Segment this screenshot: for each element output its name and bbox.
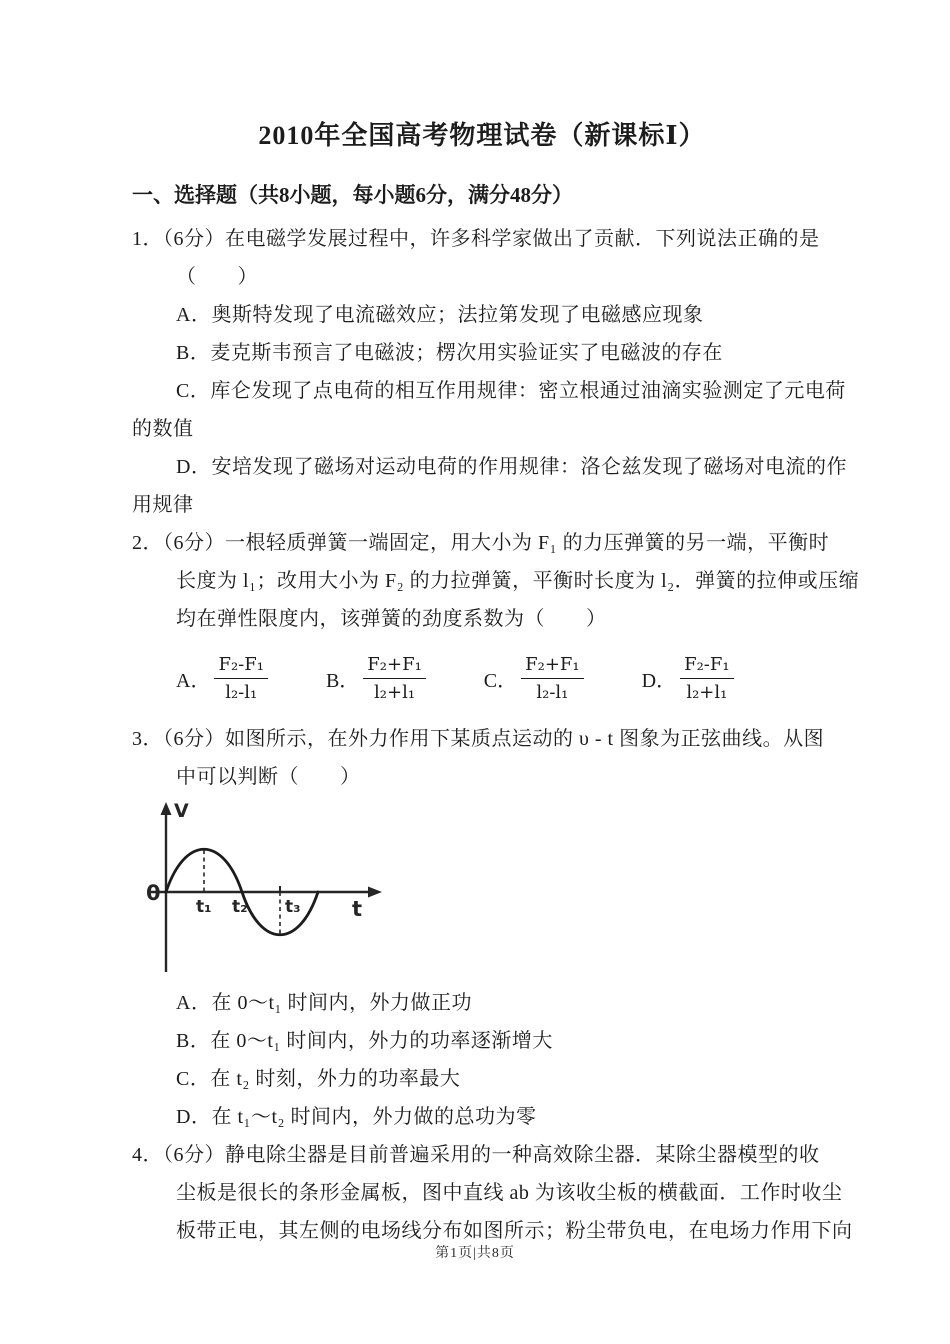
- q3-option-b: B．在 0～t₁ 时间内，外力的功率逐渐增大: [176, 1030, 553, 1052]
- q2-line1: 2．（6分）一根轻质弹簧一端固定，用大小为 F₁ 的力压弹簧的另一端，平衡时: [132, 532, 830, 554]
- q2-line3: 均在弹性限度内，该弹簧的劲度系数为（ ）: [176, 608, 607, 630]
- t1-tick-label: t₁: [196, 897, 212, 917]
- fraction-numerator: F₂-F₁: [680, 652, 734, 679]
- q2-option-d-label: D．: [641, 669, 677, 692]
- q4-line2: 尘板是很长的条形金属板，图中直线 ab 为该收尘板的横截面．工作时收尘: [176, 1182, 843, 1204]
- q1-option-b: B．麦克斯韦预言了电磁波；楞次用实验证实了电磁波的存在: [176, 342, 723, 364]
- q2-option-b-label: B．: [325, 669, 360, 692]
- q3-option-a: A．在 0～t₁ 时间内，外力做正功: [176, 992, 472, 1014]
- q4-line3: 板带正电，其左侧的电场线分布如图所示；粉尘带负电，在电场力作用下向: [176, 1220, 853, 1242]
- q1-option-a: A．奥斯特发现了电流磁效应；法拉第发现了电磁感应现象: [176, 304, 704, 326]
- q2-option-c-label: C．: [483, 669, 518, 692]
- v-axis-label: V: [174, 800, 189, 822]
- q3-option-d: D．在 t₁～t₂ 时间内，外力做的总功为零: [176, 1106, 537, 1128]
- origin-label: 0: [146, 881, 161, 905]
- page-number-footer: 第1页|共8页: [435, 1246, 515, 1261]
- q2-option-a-fraction: [214, 652, 268, 705]
- t-axis-label: t: [352, 897, 363, 921]
- q2-options-row: [132, 646, 832, 710]
- q1-line1: 1．（6分）在电磁学发展过程中，许多科学家做出了贡献．下列说法正确的是: [132, 228, 820, 250]
- q1-option-c-continued: 的数值: [132, 418, 194, 440]
- q2-line2: 长度为 l₁；改用大小为 F₂ 的力拉弹簧，平衡时长度为 l₂．弹簧的拉伸或压缩: [176, 570, 860, 592]
- section-heading: 一、选择题（共8小题，每小题6分，满分48分）: [132, 183, 573, 207]
- q2-option-b: [326, 652, 426, 705]
- fraction-denominator: l₂-l₁: [536, 681, 569, 703]
- q2-option-a-label: A．: [176, 669, 211, 692]
- q2-option-c-fraction: [521, 652, 584, 705]
- fraction-denominator: l₂+l₁: [374, 681, 416, 703]
- fraction-numerator: F₂-F₁: [214, 652, 268, 679]
- fraction-numerator: F₂+F₁: [521, 652, 584, 679]
- q2-option-d-fraction: [680, 652, 734, 705]
- q1-answer-blank: （ ）: [176, 266, 258, 288]
- exam-page: [132, 116, 860, 1250]
- q2-option-c: [484, 652, 584, 705]
- fraction-numerator: F₂+F₁: [363, 652, 426, 679]
- q1-option-c: C．库仑发现了点电荷的相互作用规律：密立根通过油滴实验测定了元电荷: [176, 380, 846, 402]
- t3-tick-label: t₃: [285, 897, 301, 917]
- q3-option-c: C．在 t₂ 时刻，外力的功率最大: [176, 1068, 461, 1090]
- q2-option-d: [642, 652, 734, 705]
- x-axis-arrow: [368, 887, 382, 898]
- y-axis-arrow: [161, 802, 172, 815]
- fraction-denominator: l₂+l₁: [686, 681, 728, 703]
- t2-tick-label: t₂: [232, 897, 248, 917]
- q3-line2: 中可以判断（ ）: [176, 766, 361, 788]
- velocity-time-graph: [144, 800, 394, 978]
- q4-line1: 4．（6分）静电除尘器是目前普遍采用的一种高效除尘器．某除尘器模型的收: [132, 1144, 820, 1166]
- q2-option-a: [176, 652, 268, 705]
- q2-option-b-fraction: [363, 652, 426, 705]
- q1-option-d: D．安培发现了磁场对运动电荷的作用规律：洛仑兹发现了磁场对电流的作: [176, 456, 847, 478]
- q3-line1: 3．（6分）如图所示，在外力作用下某质点运动的 υ - t 图象为正弦曲线。从图: [132, 728, 825, 750]
- q1-option-d-continued: 用规律: [132, 494, 194, 516]
- fraction-denominator: l₂-l₁: [225, 681, 258, 703]
- exam-title: 2010年全国高考物理试卷（新课标Ⅰ）: [258, 121, 706, 150]
